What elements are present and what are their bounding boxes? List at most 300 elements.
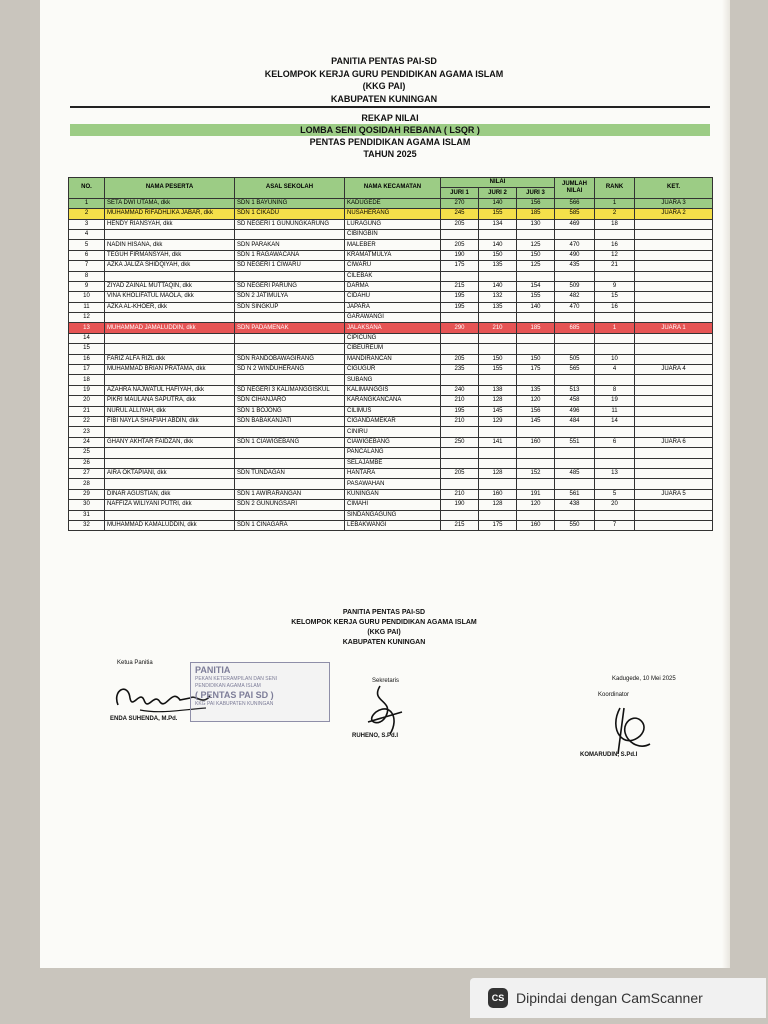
cell-asal xyxy=(235,344,345,354)
cell-ket: JUARA 1 xyxy=(635,323,713,333)
cell-asal: SDN PARAKAN xyxy=(235,240,345,250)
stamp-line: ( PENTAS PAI SD ) xyxy=(195,690,274,700)
cell-jml: 496 xyxy=(555,406,595,416)
cell-jml: 482 xyxy=(555,292,595,302)
cell-kec: PANCALANG xyxy=(345,448,441,458)
cell-ket xyxy=(635,479,713,489)
cell-j2: 140 xyxy=(479,240,517,250)
table-body xyxy=(69,198,713,531)
cell-j3: 152 xyxy=(517,468,555,478)
page-edge-shadow xyxy=(722,0,730,968)
cell-asal xyxy=(235,229,345,239)
cell-asal: SD NEGERI PARUNG xyxy=(235,281,345,291)
cell-jml: 458 xyxy=(555,396,595,406)
cell-rank xyxy=(595,313,635,323)
cell-jml: 685 xyxy=(555,323,595,333)
cell-j2: 155 xyxy=(479,209,517,219)
cell-j1: 190 xyxy=(441,500,479,510)
cell-j1: 195 xyxy=(441,406,479,416)
cell-j3: 185 xyxy=(517,209,555,219)
table-row xyxy=(69,365,713,375)
cell-jml: 438 xyxy=(555,500,595,510)
cell-j2: 132 xyxy=(479,292,517,302)
cell-no: 27 xyxy=(69,468,105,478)
cell-kec: CINIRU xyxy=(345,427,441,437)
document-header xyxy=(0,55,768,105)
cell-j3 xyxy=(517,313,555,323)
cell-jml: 505 xyxy=(555,354,595,364)
document-footer xyxy=(0,608,768,648)
cell-j2: 128 xyxy=(479,468,517,478)
cell-no: 26 xyxy=(69,458,105,468)
cell-ket xyxy=(635,250,713,260)
cell-ket xyxy=(635,448,713,458)
cell-no: 17 xyxy=(69,365,105,375)
cell-kec: CIBINGBIN xyxy=(345,229,441,239)
cell-j2 xyxy=(479,458,517,468)
cell-j1: 195 xyxy=(441,292,479,302)
cell-j1 xyxy=(441,344,479,354)
title-tahun: TAHUN 2025 xyxy=(363,149,417,159)
cell-ket: JUARA 4 xyxy=(635,365,713,375)
cell-no: 12 xyxy=(69,313,105,323)
cell-j3: 155 xyxy=(517,292,555,302)
camscanner-text: Dipindai dengan CamScanner xyxy=(516,990,703,1006)
cell-j1: 215 xyxy=(441,520,479,530)
cell-kec: LEBAKWANGI xyxy=(345,520,441,530)
cell-rank xyxy=(595,271,635,281)
cell-jml: 561 xyxy=(555,489,595,499)
cell-rank xyxy=(595,479,635,489)
cell-nama: MUHAMMAD RIFADHLIKA JABAR, dkk xyxy=(105,209,235,219)
cell-asal: SD NEGERI 1 GUNUNGKARUNG xyxy=(235,219,345,229)
header-asal: ASAL SEKOLAH xyxy=(235,178,345,199)
cell-j1: 270 xyxy=(441,198,479,208)
koordinator-title: Koordinator xyxy=(598,692,630,698)
cell-j1: 205 xyxy=(441,240,479,250)
committee-stamp xyxy=(190,662,330,722)
table-row xyxy=(69,489,713,499)
cell-nama: FIBI NAYLA SHAFIAH ABDIN, dkk xyxy=(105,416,235,426)
cell-j1 xyxy=(441,479,479,489)
cell-asal xyxy=(235,479,345,489)
cell-nama xyxy=(105,344,235,354)
cell-kec: KALIMANGGIS xyxy=(345,385,441,395)
cell-j2 xyxy=(479,271,517,281)
cell-j2 xyxy=(479,375,517,385)
table-row xyxy=(69,375,713,385)
cell-j3 xyxy=(517,229,555,239)
cell-j3: 135 xyxy=(517,385,555,395)
cell-no: 11 xyxy=(69,302,105,312)
cell-rank: 7 xyxy=(595,520,635,530)
cell-j2: 155 xyxy=(479,365,517,375)
cell-j1 xyxy=(441,427,479,437)
ketua-name: ENDA SUHENDA, M.Pd. xyxy=(110,716,178,722)
cell-ket: JUARA 6 xyxy=(635,437,713,447)
cell-nama: AZKA JALIZA SHIDQIYAH, dkk xyxy=(105,261,235,271)
footer-line: KELOMPOK KERJA GURU PENDIDIKAN AGAMA ISLAM xyxy=(291,619,477,626)
cell-asal: SDN SINGKUP xyxy=(235,302,345,312)
cell-j1: 210 xyxy=(441,489,479,499)
cell-rank: 12 xyxy=(595,250,635,260)
cell-nama: NAFFIZA WILIYANI PUTRI, dkk xyxy=(105,500,235,510)
cell-asal: SDN 1 RAGAWACANA xyxy=(235,250,345,260)
cell-j3 xyxy=(517,333,555,343)
cell-nama xyxy=(105,479,235,489)
cell-rank: 13 xyxy=(595,468,635,478)
cell-kec: CIDAHU xyxy=(345,292,441,302)
cell-j2 xyxy=(479,427,517,437)
cell-asal: SD NEGERI 1 CIWARU xyxy=(235,261,345,271)
score-table xyxy=(68,177,713,531)
cell-asal: SDN 1 AWIRARANGAN xyxy=(235,489,345,499)
cell-j1: 245 xyxy=(441,209,479,219)
cell-jml: 509 xyxy=(555,281,595,291)
header-line: PANITIA PENTAS PAI-SD xyxy=(331,56,437,66)
cell-kec: KARANGKANCANA xyxy=(345,396,441,406)
cell-kec: SINDANGAGUNG xyxy=(345,510,441,520)
cell-rank: 19 xyxy=(595,396,635,406)
cell-j2 xyxy=(479,313,517,323)
cell-kec: NUSAHERANG xyxy=(345,209,441,219)
cell-nama xyxy=(105,448,235,458)
cell-ket xyxy=(635,385,713,395)
cell-j3: 160 xyxy=(517,437,555,447)
cell-j2: 140 xyxy=(479,198,517,208)
cell-nama: VINA KHOLIFATUL MAOLA, dkk xyxy=(105,292,235,302)
table-row xyxy=(69,271,713,281)
cell-j1 xyxy=(441,458,479,468)
cell-jml xyxy=(555,448,595,458)
cell-j2: 135 xyxy=(479,302,517,312)
cell-nama xyxy=(105,458,235,468)
cell-j3: 120 xyxy=(517,396,555,406)
stamp-title: PANITIA xyxy=(195,665,231,675)
cell-jml xyxy=(555,271,595,281)
cell-rank: 10 xyxy=(595,354,635,364)
cell-j2: 128 xyxy=(479,500,517,510)
table-row xyxy=(69,344,713,354)
cell-jml: 550 xyxy=(555,520,595,530)
place-date: Kadugede, 10 Mei 2025 xyxy=(612,676,676,682)
cell-kec: GARAWANGI xyxy=(345,313,441,323)
cell-jml xyxy=(555,313,595,323)
cell-kec: CIWARU xyxy=(345,261,441,271)
cell-asal xyxy=(235,375,345,385)
cell-asal: SD N 2 WINDUHERANG xyxy=(235,365,345,375)
cell-no: 23 xyxy=(69,427,105,437)
cell-nama: NADIN HISANA, dkk xyxy=(105,240,235,250)
cell-ket xyxy=(635,292,713,302)
cell-rank xyxy=(595,333,635,343)
cell-no: 2 xyxy=(69,209,105,219)
cell-ket xyxy=(635,458,713,468)
cell-ket xyxy=(635,375,713,385)
cell-j2: 140 xyxy=(479,281,517,291)
cell-j2 xyxy=(479,510,517,520)
cell-nama xyxy=(105,427,235,437)
cell-kec: CILIMUS xyxy=(345,406,441,416)
cell-j1: 215 xyxy=(441,281,479,291)
cell-nama xyxy=(105,313,235,323)
cell-j3 xyxy=(517,510,555,520)
cell-no: 1 xyxy=(69,198,105,208)
cell-nama: PIKRI MAULANA SAPUTRA, dkk xyxy=(105,396,235,406)
cell-j3 xyxy=(517,375,555,385)
cell-ket xyxy=(635,219,713,229)
cell-j1 xyxy=(441,313,479,323)
cell-jml: 469 xyxy=(555,219,595,229)
cell-jml: 484 xyxy=(555,416,595,426)
cell-kec: JALAKSANA xyxy=(345,323,441,333)
ketua-title: Ketua Panitia xyxy=(117,660,153,666)
cell-jml xyxy=(555,375,595,385)
cell-nama xyxy=(105,271,235,281)
cell-j3: 185 xyxy=(517,323,555,333)
cell-asal xyxy=(235,510,345,520)
table-row xyxy=(69,448,713,458)
cell-nama: MUHAMMAD JAMALUDDIN, dkk xyxy=(105,323,235,333)
cell-j1 xyxy=(441,510,479,520)
cell-asal: SDN TUNDAGAN xyxy=(235,468,345,478)
table-row xyxy=(69,313,713,323)
cell-j2: 150 xyxy=(479,250,517,260)
cell-j3: 120 xyxy=(517,500,555,510)
cell-jml: 551 xyxy=(555,437,595,447)
cell-jml xyxy=(555,479,595,489)
cell-jml: 565 xyxy=(555,365,595,375)
cell-ket xyxy=(635,271,713,281)
cell-nama: NURUL ALLIYAH, dkk xyxy=(105,406,235,416)
cell-asal: SDN BABAKANJATI xyxy=(235,416,345,426)
cell-no: 29 xyxy=(69,489,105,499)
cell-j2 xyxy=(479,448,517,458)
cell-rank xyxy=(595,375,635,385)
cell-ket xyxy=(635,416,713,426)
cell-jml: 585 xyxy=(555,209,595,219)
cell-rank xyxy=(595,229,635,239)
cell-nama: MUHAMMAD KAMALUDDIN, dkk xyxy=(105,520,235,530)
cell-j2: 145 xyxy=(479,406,517,416)
cell-asal: SDN 1 BOJONG xyxy=(235,406,345,416)
cell-kec: KUNINGAN xyxy=(345,489,441,499)
header-divider xyxy=(70,106,710,108)
cell-j2: 129 xyxy=(479,416,517,426)
cell-no: 32 xyxy=(69,520,105,530)
header-juri3: JURI 3 xyxy=(517,188,555,198)
cell-nama xyxy=(105,229,235,239)
cell-j3 xyxy=(517,427,555,437)
cell-no: 30 xyxy=(69,500,105,510)
cell-no: 21 xyxy=(69,406,105,416)
cell-no: 10 xyxy=(69,292,105,302)
cell-jml xyxy=(555,427,595,437)
table-row xyxy=(69,458,713,468)
cell-j3: 154 xyxy=(517,281,555,291)
cell-no: 14 xyxy=(69,333,105,343)
cell-jml xyxy=(555,458,595,468)
cell-no: 24 xyxy=(69,437,105,447)
cell-j2 xyxy=(479,479,517,489)
cell-rank: 6 xyxy=(595,437,635,447)
cell-ket xyxy=(635,354,713,364)
cell-jml xyxy=(555,333,595,343)
cell-ket xyxy=(635,313,713,323)
cell-ket xyxy=(635,510,713,520)
cell-j2: 134 xyxy=(479,219,517,229)
cell-kec: CIGUGUR xyxy=(345,365,441,375)
cell-no: 7 xyxy=(69,261,105,271)
cell-rank: 5 xyxy=(595,489,635,499)
cell-no: 19 xyxy=(69,385,105,395)
title-lomba: LOMBA SENI QOSIDAH REBANA ( LSQR ) xyxy=(70,124,710,136)
cell-nama: MUHAMMAD BRIAN PRATAMA, dkk xyxy=(105,365,235,375)
footer-line: KABUPATEN KUNINGAN xyxy=(342,639,426,646)
cell-j2: 175 xyxy=(479,520,517,530)
cell-asal: SDN 1 CINAGARA xyxy=(235,520,345,530)
footer-line: PANITIA PENTAS PAI-SD xyxy=(342,609,426,616)
cell-no: 9 xyxy=(69,281,105,291)
cell-asal xyxy=(235,333,345,343)
cell-asal: SDN CIHANJARO xyxy=(235,396,345,406)
cell-rank: 15 xyxy=(595,292,635,302)
cell-no: 4 xyxy=(69,229,105,239)
cell-no: 28 xyxy=(69,479,105,489)
table-row xyxy=(69,209,713,219)
cell-j3: 175 xyxy=(517,365,555,375)
cell-no: 8 xyxy=(69,271,105,281)
cell-kec: LURAGUNG xyxy=(345,219,441,229)
cell-asal: SD NEGERI 3 KALIMANGGISKUL xyxy=(235,385,345,395)
cell-no: 20 xyxy=(69,396,105,406)
table-row xyxy=(69,333,713,343)
cell-no: 22 xyxy=(69,416,105,426)
cell-j3: 145 xyxy=(517,416,555,426)
cell-asal: SDN 1 CIAWIGEBANG xyxy=(235,437,345,447)
cell-nama: ZIYAD ZAINAL MUTTAQIN, dkk xyxy=(105,281,235,291)
cell-ket xyxy=(635,333,713,343)
cell-ket xyxy=(635,240,713,250)
cell-j2: 135 xyxy=(479,261,517,271)
sekretaris-name: RUHENO, S.Pd.I xyxy=(352,733,399,739)
cell-j3: 150 xyxy=(517,354,555,364)
header-nama: NAMA PESERTA xyxy=(105,178,235,199)
cell-ket xyxy=(635,302,713,312)
cell-jml: 470 xyxy=(555,302,595,312)
cell-nama: AZKA AL-KHOER, dkk xyxy=(105,302,235,312)
cell-rank: 16 xyxy=(595,240,635,250)
header-line: KELOMPOK KERJA GURU PENDIDIKAN AGAMA ISLAM xyxy=(264,68,504,79)
cell-j2: 210 xyxy=(479,323,517,333)
cell-ket xyxy=(635,229,713,239)
cell-asal: SDN PADAMENAK xyxy=(235,323,345,333)
cell-jml xyxy=(555,344,595,354)
cell-rank: 20 xyxy=(595,500,635,510)
table-row xyxy=(69,468,713,478)
header-nilai: NILAI xyxy=(441,178,555,188)
cell-ket: JUARA 5 xyxy=(635,489,713,499)
cell-j1: 175 xyxy=(441,261,479,271)
cell-rank: 16 xyxy=(595,302,635,312)
cell-kec: CILEBAK xyxy=(345,271,441,281)
cell-j3: 125 xyxy=(517,240,555,250)
cell-no: 31 xyxy=(69,510,105,520)
header-line: KABUPATEN KUNINGAN xyxy=(330,93,438,104)
table-row xyxy=(69,500,713,510)
cell-j1 xyxy=(441,375,479,385)
cell-rank: 11 xyxy=(595,406,635,416)
cell-j3 xyxy=(517,271,555,281)
cell-j1 xyxy=(441,448,479,458)
header-no: NO. xyxy=(69,178,105,199)
cell-ket xyxy=(635,406,713,416)
cell-ket xyxy=(635,261,713,271)
cell-kec: MANDIRANCAN xyxy=(345,354,441,364)
table-row xyxy=(69,510,713,520)
cell-j1: 235 xyxy=(441,365,479,375)
cell-rank: 4 xyxy=(595,365,635,375)
cell-rank: 18 xyxy=(595,219,635,229)
cell-j2: 160 xyxy=(479,489,517,499)
cell-j2 xyxy=(479,344,517,354)
cell-j3 xyxy=(517,479,555,489)
camscanner-logo-icon: CS xyxy=(488,988,508,1008)
header-line: (KKG PAI) xyxy=(362,81,406,91)
cell-rank xyxy=(595,427,635,437)
cell-ket: JUARA 2 xyxy=(635,209,713,219)
cell-jml: 470 xyxy=(555,240,595,250)
footer-line: (KKG PAI) xyxy=(367,629,401,636)
cell-rank: 1 xyxy=(595,323,635,333)
cell-kec: CIMAHI xyxy=(345,500,441,510)
cell-rank: 9 xyxy=(595,281,635,291)
table-row xyxy=(69,229,713,239)
cell-j1 xyxy=(441,333,479,343)
cell-no: 18 xyxy=(69,375,105,385)
header-rank: RANK xyxy=(595,178,635,199)
cell-asal: SDN RANDOBAWAGIRANG xyxy=(235,354,345,364)
cell-no: 3 xyxy=(69,219,105,229)
stamp-line: PENDIDIKAN AGAMA ISLAM xyxy=(195,683,261,689)
stamp-line: PEKAN KETERAMPILAN DAN SENI xyxy=(195,676,277,682)
cell-kec: SELAJAMBE xyxy=(345,458,441,468)
cell-rank: 8 xyxy=(595,385,635,395)
cell-jml xyxy=(555,510,595,520)
cell-j3: 125 xyxy=(517,261,555,271)
cell-j1: 290 xyxy=(441,323,479,333)
cell-j3: 191 xyxy=(517,489,555,499)
cell-ket xyxy=(635,396,713,406)
cell-asal: SDN 2 GUNUNGSARI xyxy=(235,500,345,510)
table-row xyxy=(69,396,713,406)
cell-j2 xyxy=(479,333,517,343)
cell-jml: 566 xyxy=(555,198,595,208)
cell-kec: SUBANG xyxy=(345,375,441,385)
cell-asal xyxy=(235,458,345,468)
cell-kec: JAPARA xyxy=(345,302,441,312)
cell-nama: HENDY RIANSYAH, dkk xyxy=(105,219,235,229)
cell-asal xyxy=(235,271,345,281)
cell-asal xyxy=(235,427,345,437)
header-juri1: JURI 1 xyxy=(441,188,479,198)
cell-ket xyxy=(635,468,713,478)
cell-ket xyxy=(635,500,713,510)
table-row xyxy=(69,437,713,447)
cell-jml: 435 xyxy=(555,261,595,271)
cell-j1: 205 xyxy=(441,468,479,478)
cell-no: 5 xyxy=(69,240,105,250)
